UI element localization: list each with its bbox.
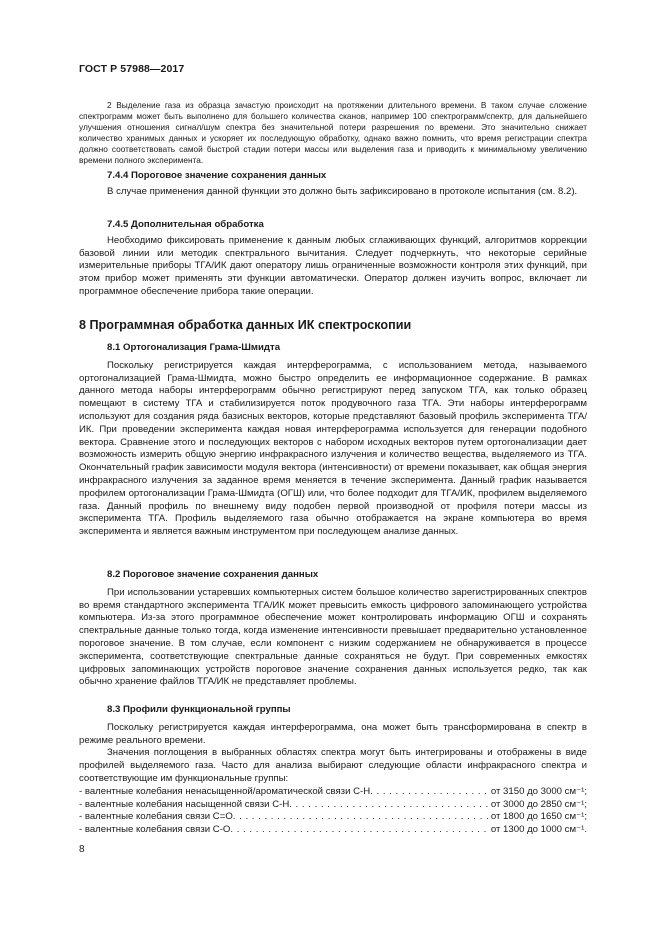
list-item-value: от 1800 до 1650 см⁻¹; [490,811,587,823]
note-2 [79,100,587,166]
leader-dots [230,824,490,837]
section-8-2-text: При использовании устаревших компьютерных систем большое количество зарегистрированных спектров во время стандартного эксперимента ТГА/ИК может превысить емкость цифрового запоминающего устройства компьютера. Из-за этого программное обеспечение может контролировать информацию ОГШ и сохранять спектральные данные только тогда, когда изменение интенсивности превышает предварительно установленное пороговое значение. В том случае, если компонент с низким содержанием не обнаруживается в процессе эксперимента, соответствующие спектральные данные сохраняться не будут. При современных емкостях цифровых запоминающих устройств пороговое значение сохранения данных используется редко, так как обычно хранение файлов ТГА/ИК не представляет проблемы. [79,586,587,688]
section-7-4-4 [79,170,587,199]
list-item-value: от 3150 до 3000 см⁻¹; [490,785,587,797]
note-text: 2 Выделение газа из образца зачастую происходит на протяжении длительного времени. В таком случае сложение спектрограмм может быть выполнено для большего количества сканов, например 100 спектрограмм/спектр, для дальнейшего улучшения отношения сигнал/шум спектра без значительной потери разрешения по времени. Это значительно снижает количество хранимых данных и ускоряет их последующую обработку, однако важно помнить, что время регистрации спектра должно соответствовать самой быстрой стадии потери массы или выделения газа и приводить к минимальному увеличению времени полного эксперимента. [79,100,587,165]
functional-group-list [79,786,587,837]
section-8-heading: 8 Программная обработка данных ИК спектроскопии [79,318,412,332]
section-7-4-5-heading: 7.4.5 Дополнительная обработка [107,219,264,230]
list-item [79,824,587,837]
section-8-3-paragraph-2: Значения поглощения в выбранных областях спектра могут быть интегрированы и отображены в виде профилей выделяемого газа. Часто для анализа выбирают следующие области инфракрасного спектра и соответствующие им функциональные группы: [79,747,587,784]
list-item-label: - валентные колебания насыщенной связи С-Н [79,798,290,810]
section-8-3-paragraph-1: Поскольку регистрируется каждая интерферограмма, она может быть трансформирована в спектр в режиме реального времени. [79,721,587,746]
page-number: 8 [79,844,85,855]
list-item-label: - валентные колебания связи С=O [79,811,233,823]
leader-dots [289,799,491,812]
section-8-1 [79,342,587,539]
running-header: ГОСТ Р 57988—2017 [79,63,185,75]
leader-dots [370,786,491,799]
section-7-4-5 [79,219,587,299]
section-8-1-text: Поскольку регистрируется каждая интерферограмма, с использованием метода, называемого ортогонализацией Грама-Шмидта, можно быстро определить ее информационное содержание. В рамках данного метода наборы интерферограмм обычно регистрируют перед запуском ТГА, как только образец помещают в систему ТГА и стабилизируется поток продувочного газа ТГА. Эти наборы интерферограмм используют для создания ряда базисных векторов, которые представляют базовый профиль эксперимента ТГА/ИК. При проведении эксперимента каждая новая интерферограмма используется для генерации подобного вектора. Сравнение этого и последующих векторов с набором исходных векторов путем ортогонализации дает возможность измерить общую энергию инфракрасного излучения и количество вещества, выделяемого из ТГА. Окончательный график зависимости модуля вектора (интенсивности) от времени показывает, как общая энергия инфракрасного излучения за заданное время меняется в течение эксперимента. Данный график называется профилем ортогонализации Грама-Шмидта (ОГШ) или, что более подходит для ТГА/ИК, профилем выделяемого газа. Данный профиль по внешнему виду подобен первой производной от профиля потери массы из эксперимента ТГА. Профиль выделяемого газа обычно отображается на экране компьютера во время эксперимента и является важным инструментом при последующем анализе данных. [79,359,587,538]
leader-dots [233,811,491,824]
list-item [79,811,587,824]
section-8-3 [79,704,587,837]
list-item [79,799,587,812]
list-item-label: - валентные колебания ненасыщенной/ароматической связи С-Н [79,785,371,797]
section-7-4-4-text: В случае применения данной функции это должно быть зафиксировано в протоколе испытания (см. 8.2). [107,185,578,197]
section-7-4-4-heading: 7.4.4 Пороговое значение сохранения данных [107,170,327,181]
section-7-4-5-text: Необходимо фиксировать применение к данным любых сглаживающих функций, алгоритмов коррекции базовой линии или методик спектрального вычитания. Следует подчеркнуть, что некоторые серийные измерительные приборы ТГА/ИК дают оператору лишь ограниченные возможности контроля этих функций, при этом прибор может применять эти функции автоматически. Оператор должен изучить вопрос, включает ли программное обеспечение прибора такие операции. [79,234,587,297]
list-item [79,786,587,799]
section-8-2 [79,569,587,689]
list-item-label: - валентные колебания связи С-O [79,824,231,836]
section-8-2-heading: 8.2 Пороговое значение сохранения данных [107,569,319,580]
list-item-value: от 1300 до 1000 см⁻¹. [490,824,587,836]
list-item-value: от 3000 до 2850 см⁻¹; [490,798,587,810]
section-8-3-heading: 8.3 Профили функциональной группы [107,704,291,715]
section-8-1-heading: 8.1 Ортогонализация Грама-Шмидта [107,342,281,353]
